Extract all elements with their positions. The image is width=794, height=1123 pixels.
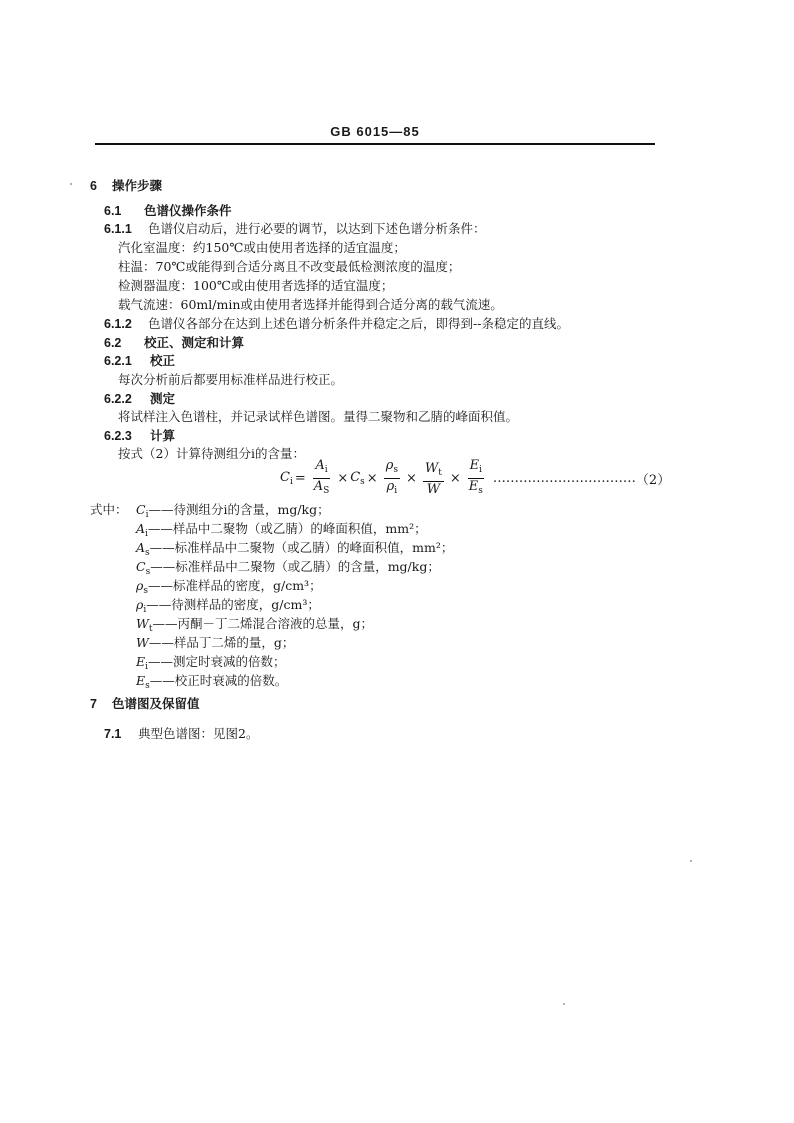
definition-symbol: C [136,502,146,517]
definition-text: ——标准样品中二聚物（或乙腈）的含量，mg/kg； [150,559,440,574]
section-6-2-1-heading [104,353,175,369]
section-number: 7.1 [104,727,122,741]
section-7-heading [90,696,200,712]
definition-symbol: A [136,540,146,555]
fraction-attenuation: $\frac{E_i}{E_s}$ [468,458,483,496]
section-6-1-2-paragraph [104,316,569,332]
section-number: 6.2.2 [104,392,132,406]
definition-subscript: s [145,567,151,577]
paragraph-text: 色谱仪各部分在达到上述色谱分析条件并稳定之后，即得到--条稳定的直线。 [148,316,569,331]
section-title: 校正、测定和计算 [144,335,245,350]
where-label: 式中： [90,502,128,517]
section-6-1-1-paragraph [104,221,486,237]
section-number: 6.2.1 [104,354,132,368]
definition-row [136,540,453,561]
condition-item: 汽化室温度：约150℃或由使用者选择的适宜温度； [118,240,406,255]
condition-item: 载气流速：60ml/min或由使用者选择并能得到合适分离的载气流速。 [118,297,503,312]
definition-subscript: s [145,681,150,691]
definition-subscript: s [143,586,148,596]
section-title: 计算 [150,428,176,443]
definition-symbol: A [136,521,146,536]
section-number: 7 [90,697,97,711]
section-number: 6.1 [104,204,122,218]
fraction-density: $\frac{\rho_s}{\rho_i}$ [385,458,398,496]
definition-subscript: t [148,624,153,634]
definition-subscript: s [145,548,150,558]
paragraph-text: 每次分析前后都要用标准样品进行校正。 [118,372,344,387]
definition-row [136,502,330,523]
section-6-heading [90,178,162,194]
definition-subscript: i [145,510,149,520]
definition-row [136,521,427,542]
definition-symbol: ρ [136,597,144,612]
formula-2: $C_i$ = $\frac{A_i}{A_S}$ × $C_s$ × $\frac{\rho_s}{\rho_i}$ × $\frac{W_t}{W}$ × $\frac{E_i}{E_s}$ …………………………… （2） [280,458,670,499]
section-7-1-paragraph [104,726,258,742]
definition-symbol: ρ [136,578,144,593]
section-title: 校正 [150,353,176,368]
definition-text: ——丙酮－丁二烯混合溶液的总量，g； [152,616,373,631]
header-rule [95,143,655,145]
definition-row [136,597,320,618]
definition-text: ——测定时衰减的倍数； [148,654,286,669]
section-title: 操作步骤 [112,178,163,193]
formula-leader-dots: …………………………… [492,471,636,486]
section-title: 测定 [150,391,176,406]
definition-text: ——校正时衰减的倍数。 [149,673,288,688]
definition-text: ——标准样品中二聚物（或乙腈）的峰面积值，mm²； [149,540,454,555]
section-number: 6.2 [104,336,122,350]
definition-symbol: E [136,673,146,688]
scan-speck [70,183,72,185]
paragraph-text: 按式（2）计算待测组分i的含量： [118,446,305,461]
section-title: 色谱图及保留值 [112,696,200,711]
fraction-weight: $\frac{W_t}{W}$ [424,460,442,497]
scan-speck [690,860,692,862]
formula-number: （2） [635,473,671,488]
paragraph-text: 将试样注入色谱柱，并记录试样色谱图。量得二聚物和乙腈的峰面积值。 [118,409,519,424]
standard-number-header: GB 6015—85 [330,124,420,139]
section-number: 6 [90,179,97,193]
definition-symbol: E [136,654,146,669]
section-title: 色谱仪操作条件 [144,203,232,218]
paragraph-text: 典型色谱图：见图2。 [138,726,259,741]
paragraph-text: 色谱仪启动后，进行必要的调节，以达到下述色谱分析条件： [148,221,486,236]
definition-subscript: i [145,529,148,539]
definition-subscript: i [145,662,149,672]
definition-row [136,654,286,675]
definition-text: ——样品中二聚物（或乙腈）的峰面积值，mm²； [147,521,427,536]
definition-symbol: C [136,559,146,574]
section-6-2-3-heading [104,428,175,444]
definition-text: ——标准样品的密度，g/cm³； [147,578,322,593]
fraction-area: $\frac{A_i}{A_S}$ [313,458,330,496]
section-6-1-heading [104,203,232,219]
section-number: 6.1.2 [104,317,132,331]
definition-row [136,673,287,694]
formula-lhs: $C_i$ [280,470,293,487]
condition-item: 柱温：70℃或能得到合适分离且不改变最低检测浓度的温度； [118,259,461,274]
scan-speck [563,1003,565,1005]
definition-symbol: W [136,635,149,650]
definition-subscript: i [143,605,147,615]
section-number: 6.1.1 [104,222,132,236]
definition-text: ——待测组分i的含量，mg/kg； [148,502,330,517]
section-number: 6.2.3 [104,429,132,443]
definition-row [136,559,440,580]
definition-row [136,635,294,656]
definition-text: ——待测样品的密度，g/cm³； [146,597,320,612]
section-6-2-2-heading [104,391,175,407]
definition-row [136,578,322,599]
definition-text: ——样品丁二烯的量，g； [148,635,295,650]
section-6-2-heading [104,335,244,351]
definition-symbol: W [136,616,149,631]
formula-cs: $C_s$ [350,470,365,487]
condition-item: 检测器温度：100℃或由使用者选择的适宜温度； [118,278,394,293]
definition-row [136,616,373,637]
